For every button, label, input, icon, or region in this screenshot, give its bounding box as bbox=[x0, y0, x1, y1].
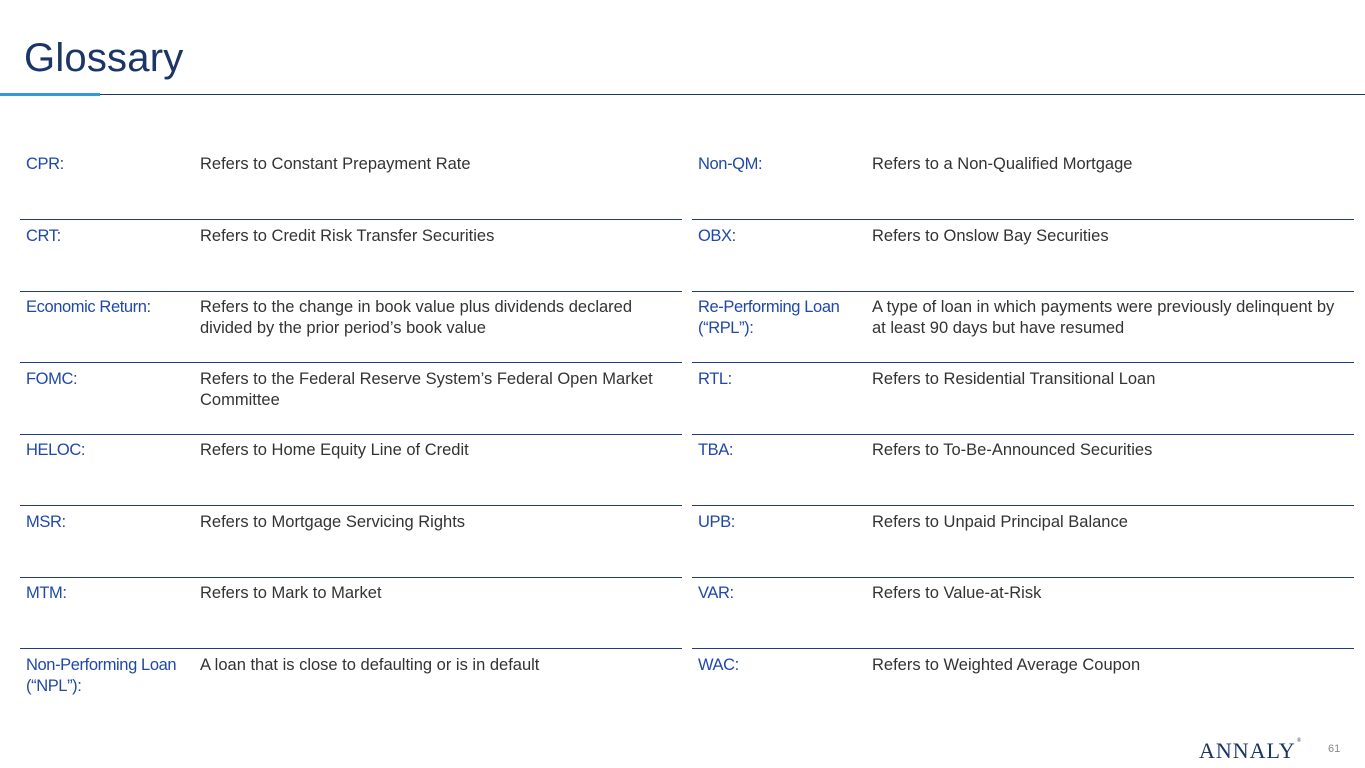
glossary-term: Non-QM: bbox=[698, 155, 763, 173]
glossary-row bbox=[20, 508, 682, 578]
logo-text: ANNALY bbox=[1199, 738, 1296, 763]
glossary-term: Re-Performing Loan (“RPL”): bbox=[698, 298, 840, 337]
glossary-term: VAR: bbox=[698, 584, 734, 602]
glossary-definition: Refers to Onslow Bay Securities bbox=[872, 226, 1109, 245]
glossary-row bbox=[692, 222, 1354, 292]
glossary-row bbox=[692, 293, 1354, 363]
glossary-row bbox=[20, 579, 682, 649]
glossary-term: Non-Performing Loan (“NPL”): bbox=[26, 655, 177, 695]
glossary-definition: Refers to Mark to Market bbox=[200, 584, 382, 602]
glossary-definition: Refers to Unpaid Principal Balance bbox=[872, 512, 1128, 531]
glossary-row bbox=[20, 436, 682, 506]
glossary-term: OBX: bbox=[698, 226, 736, 245]
glossary-definition: Refers to Weighted Average Coupon bbox=[872, 655, 1141, 674]
glossary-row bbox=[20, 293, 682, 363]
glossary-row bbox=[692, 651, 1354, 721]
glossary-row bbox=[692, 508, 1354, 578]
glossary-definition: Refers to Constant Prepayment Rate bbox=[200, 155, 471, 173]
glossary-row bbox=[20, 222, 682, 292]
glossary-row bbox=[692, 150, 1354, 220]
glossary-row bbox=[692, 579, 1354, 649]
page-title: Glossary bbox=[24, 36, 184, 80]
glossary-term: WAC: bbox=[698, 655, 739, 674]
glossary-term: RTL: bbox=[698, 369, 732, 388]
glossary-row bbox=[692, 436, 1354, 506]
glossary-row bbox=[20, 150, 682, 220]
title-divider bbox=[0, 94, 1365, 95]
glossary-term: CPR: bbox=[26, 155, 64, 173]
glossary-row bbox=[20, 651, 682, 721]
glossary-definition: Refers to a Non-Qualified Mortgage bbox=[872, 155, 1133, 173]
glossary-definition: Refers to Mortgage Servicing Rights bbox=[200, 512, 466, 531]
title-accent-bar bbox=[0, 93, 100, 96]
glossary-term: Economic Return: bbox=[26, 298, 151, 316]
glossary-definition: Refers to Residential Transitional Loan bbox=[872, 369, 1156, 388]
glossary-term: TBA: bbox=[698, 441, 734, 459]
glossary-definition: Refers to the Federal Reserve System’s Federal Open Market Committee bbox=[200, 369, 653, 409]
glossary-term: MSR: bbox=[26, 512, 66, 531]
glossary-left-column bbox=[20, 150, 682, 721]
glossary-term: HELOC: bbox=[26, 441, 86, 459]
glossary-definition: Refers to Value-at-Risk bbox=[872, 584, 1042, 602]
annaly-logo bbox=[1199, 738, 1302, 764]
glossary-definition: A type of loan in which payments were previously delinquent by at least 90 days but have resumed bbox=[872, 298, 1335, 337]
glossary-definition: Refers to Home Equity Line of Credit bbox=[200, 441, 469, 459]
glossary-term: MTM: bbox=[26, 584, 67, 602]
logo-registered-mark: ® bbox=[1296, 738, 1303, 744]
glossary-row bbox=[692, 365, 1354, 435]
glossary-definition: Refers to the change in book value plus dividends declared divided by the prior period’s book value bbox=[200, 298, 633, 337]
glossary-definition: Refers to To-Be-Announced Securities bbox=[872, 441, 1153, 459]
glossary-term: CRT: bbox=[26, 226, 61, 245]
glossary-definition: A loan that is close to defaulting or is in default bbox=[200, 655, 540, 674]
glossary-row bbox=[20, 365, 682, 435]
glossary-right-column bbox=[692, 150, 1354, 721]
glossary-definition: Refers to Credit Risk Transfer Securities bbox=[200, 226, 495, 245]
glossary-term: FOMC: bbox=[26, 369, 78, 388]
glossary-term: UPB: bbox=[698, 512, 735, 531]
page-number: 61 bbox=[1328, 743, 1341, 755]
